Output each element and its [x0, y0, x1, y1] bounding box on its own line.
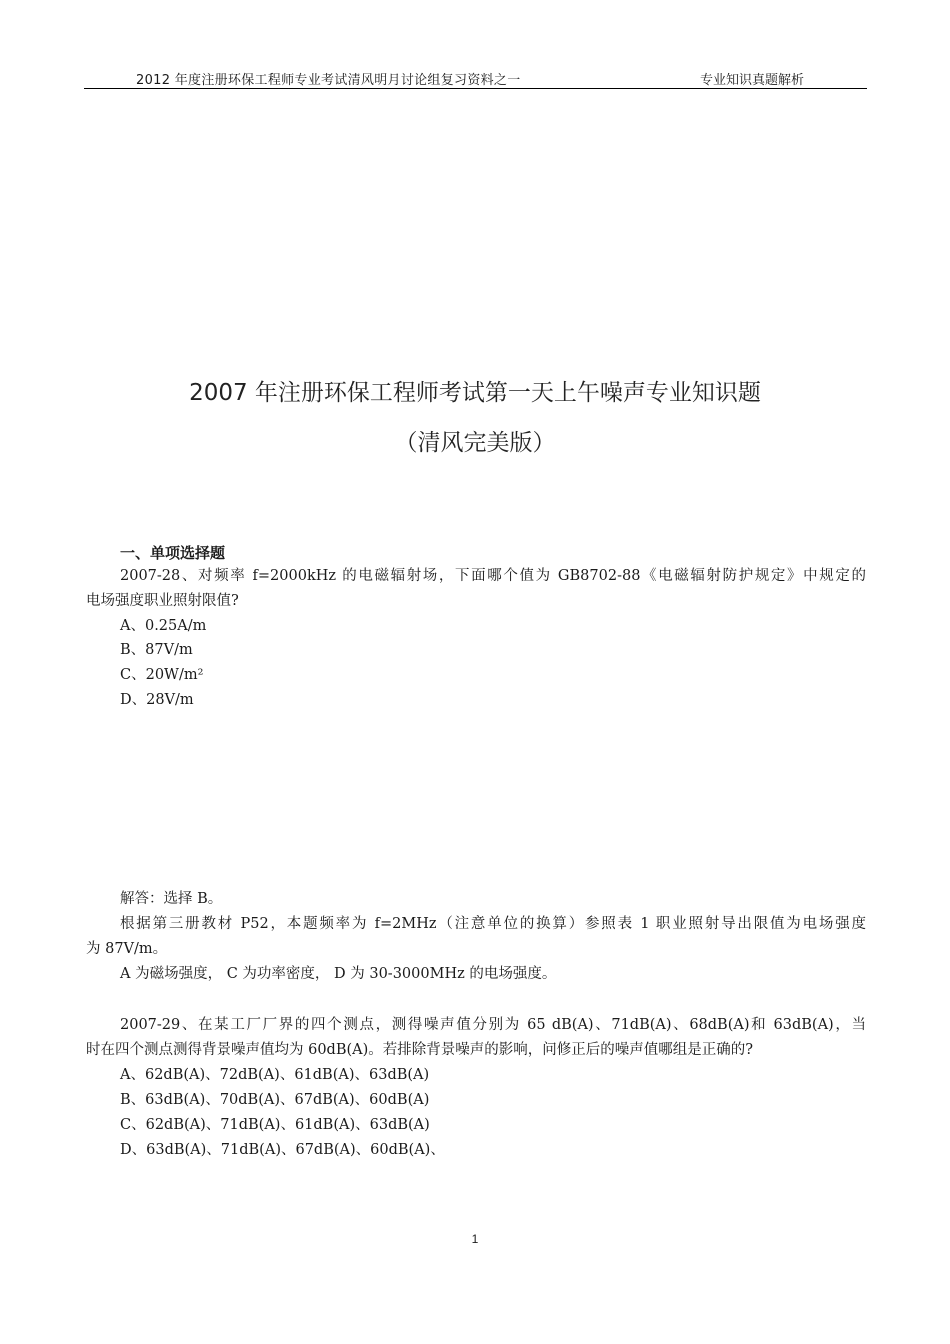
q2-stem-line1: 2007-29、在某工厂厂界的四个测点，测得噪声值分别为 65 dB(A)、71dB(A)、68dB(A)和 63dB(A)，当 — [120, 1017, 866, 1033]
page-header — [84, 68, 867, 89]
q1-option-c: C、20W/m² — [120, 667, 204, 683]
q2-stem-line2: 时在四个测点测得背景噪声值均为 60dB(A)。若排除背景噪声的影响，问修正后的噪声值哪组是正确的? — [86, 1042, 754, 1058]
q1-option-b: B、87V/m — [120, 642, 193, 658]
section-heading: 一、单项选择题 — [120, 544, 226, 562]
header-document-title: 2012 年度注册环保工程师专业考试清风明月讨论组复习资料之一 — [136, 73, 521, 88]
document-subtitle: （清风完美版） — [394, 430, 556, 456]
q1-explanation-line2: 为 87V/m。 — [86, 941, 168, 957]
page-number: 1 — [471, 1232, 479, 1246]
q1-explanation-line1: 根据第三册教材 P52，本题频率为 f=2MHz（注意单位的换算）参照表 1 职业照射导出限值为电场强度 — [120, 916, 866, 932]
header-section-label: 专业知识真题解析 — [700, 73, 805, 88]
q2-option-a: A、62dB(A)、72dB(A)、61dB(A)、63dB(A) — [120, 1067, 430, 1083]
q1-option-d: D、28V/m — [120, 692, 194, 708]
document-title: 2007 年注册环保工程师考试第一天上午噪声专业知识题 — [189, 380, 761, 406]
q1-stem-line2: 电场强度职业照射限值? — [86, 593, 239, 609]
q1-stem-line1: 2007-28、对频率 f=2000kHz 的电磁辐射场，下面哪个值为 GB8702-88《电磁辐射防护规定》中规定的 — [120, 568, 866, 584]
q2-option-b: B、63dB(A)、70dB(A)、67dB(A)、60dB(A) — [120, 1092, 430, 1108]
q2-option-d: D、63dB(A)、71dB(A)、67dB(A)、60dB(A)、 — [120, 1142, 445, 1158]
q1-option-a: A、0.25A/m — [120, 618, 207, 634]
q1-answer: 解答：选择 B。 — [120, 891, 223, 907]
q1-explanation-line3: A 为磁场强度， C 为功率密度， D 为 30-3000MHz 的电场强度。 — [120, 966, 557, 982]
q2-option-c: C、62dB(A)、71dB(A)、61dB(A)、63dB(A) — [120, 1117, 430, 1133]
